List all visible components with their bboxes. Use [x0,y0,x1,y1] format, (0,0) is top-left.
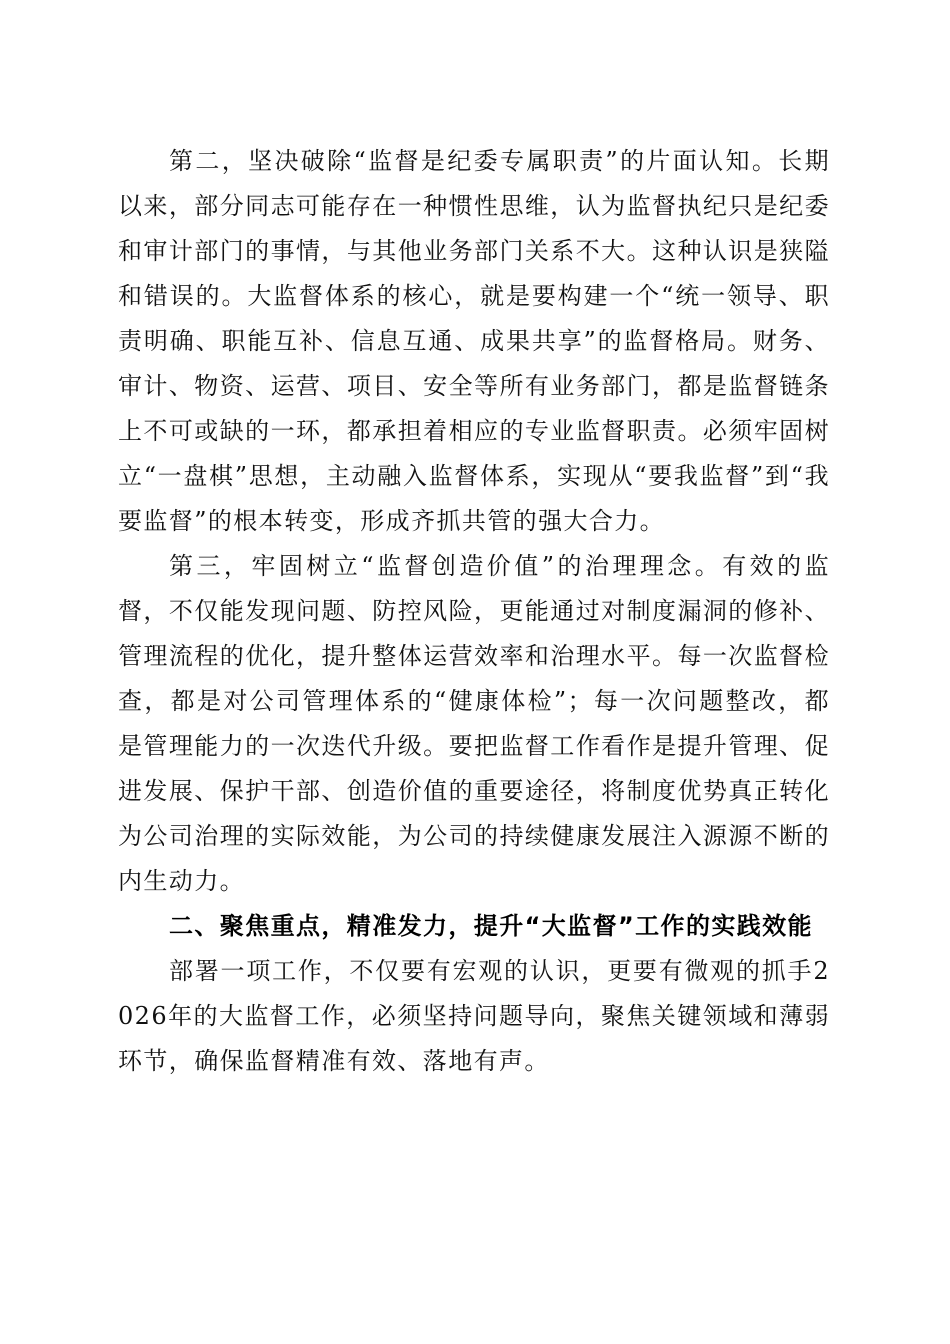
paragraph-third-point: 第三，牢固树立“监督创造价值”的治理理念。有效的监督，不仅能发现问题、防控风险，更能通过对制度漏洞的修补、管理流程的优化，提升整体运营效率和治理水平。每一次监督检查，都是对公司管理体系的“健康体检”；每一次问题整改，都是管理能力的一次迭代升级。要把监督工作看作是提升管理、促进发展、保护干部、创造价值的重要途径，将制度优势真正转化为公司治理的实际效能，为公司的持续健康发展注入源源不断的内生动力。 [118,552,830,895]
section-heading: 二、聚焦重点，精准发力，提升“大监督”工作的实践效能 [169,912,813,940]
paragraph-section-intro: 部署一项工作，不仅要有宏观的认识，更要有微观的抓手2026年的大监督工作，必须坚持问题导向，聚焦关键领域和薄弱环节，确保监督精准有效、落地有声。 [118,957,830,1075]
paragraph-second-point: 第二，坚决破除“监督是纪委专属职责”的片面认知。长期以来，部分同志可能存在一种惯性思维，认为监督执纪只是纪委和审计部门的事情，与其他业务部门关系不大。这种认识是狭隘和错误的。大监督体系的核心，就是要构建一个“统一领导、职责明确、职能互补、信息互通、成果共享”的监督格局。财务、审计、物资、运营、项目、安全等所有业务部门，都是监督链条上不可或缺的一环，都承担着相应的专业监督职责。必须牢固树立“一盘棋”思想，主动融入监督体系，实现从“要我监督”到“我要监督”的根本转变，形成齐抓共管的强大合力。 [118,147,830,535]
document-body [118,139,830,1084]
